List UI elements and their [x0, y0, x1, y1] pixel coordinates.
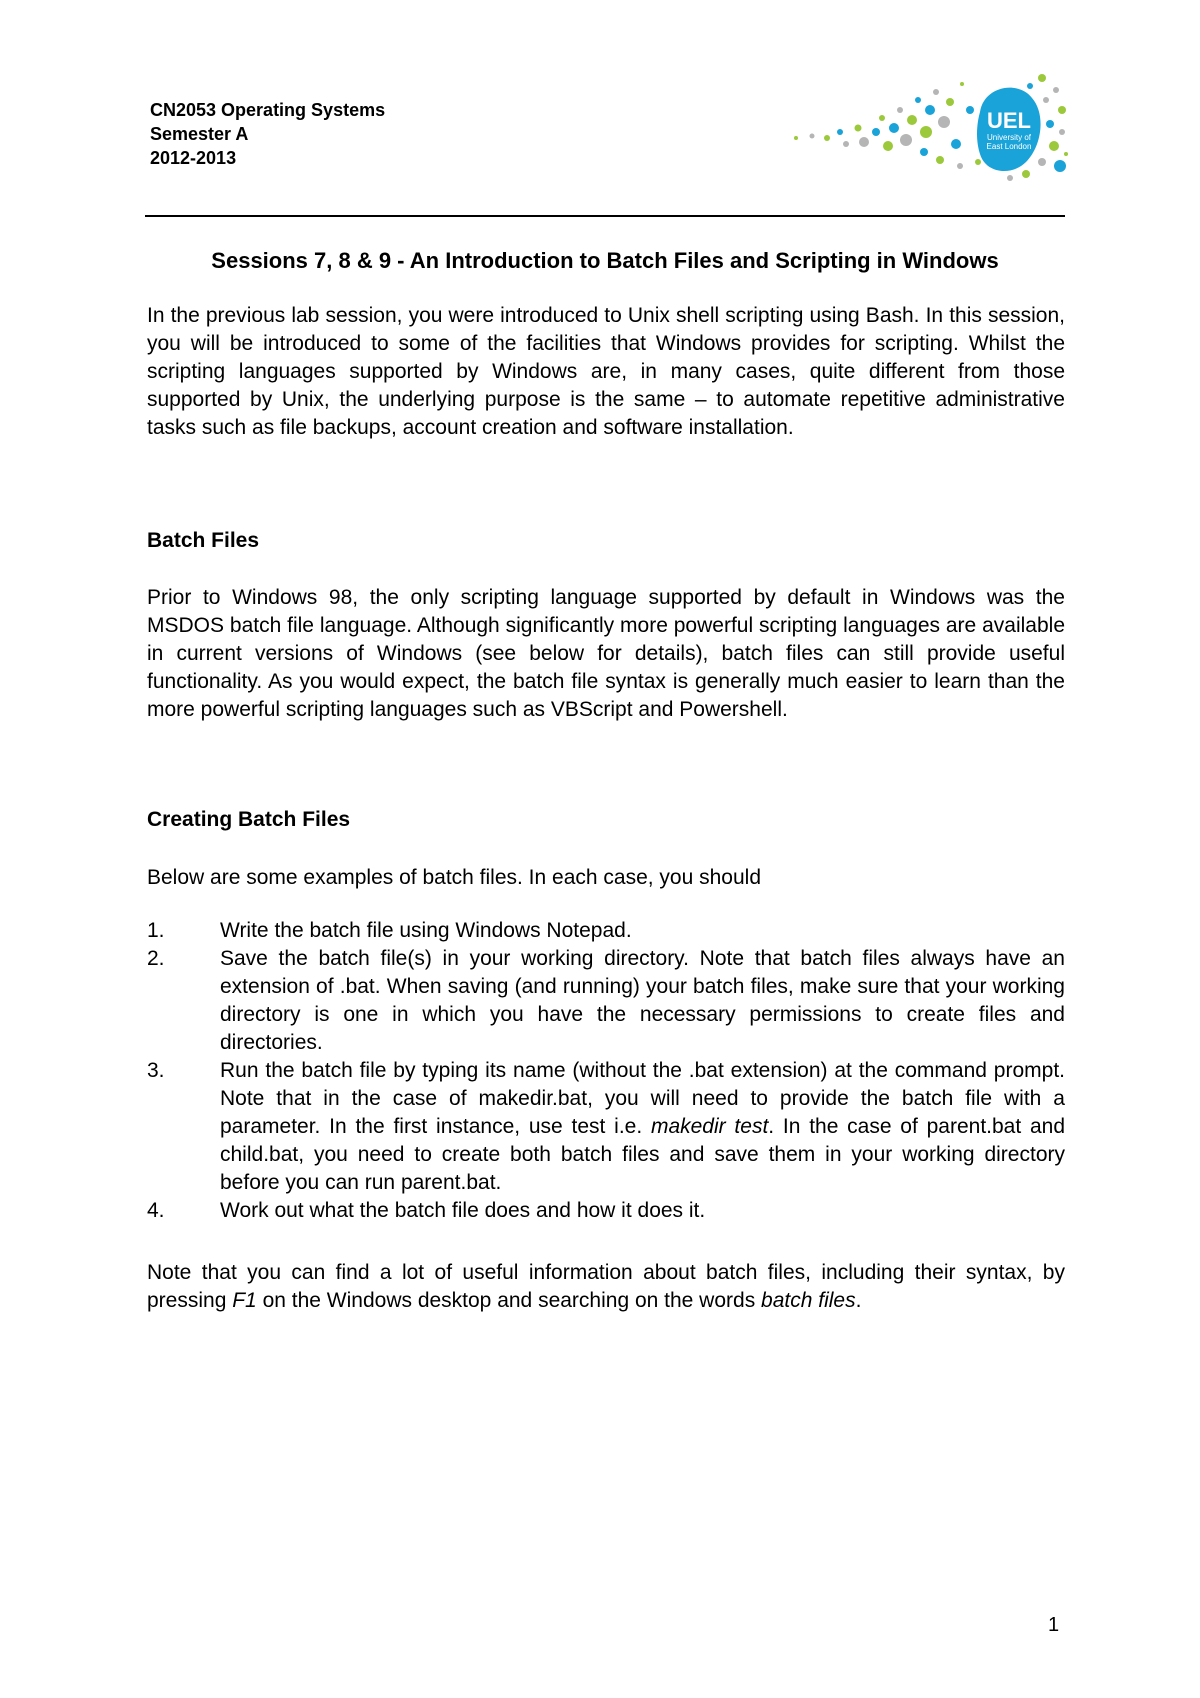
logo-subtitle-line1: University of: [986, 133, 1032, 142]
page-title: Sessions 7, 8 & 9 - An Introduction to Batch Files and Scripting in Windows: [211, 248, 999, 273]
list-item-number: 4.: [147, 1199, 165, 1222]
uel-logo: [780, 70, 1070, 185]
note-f1-key: F1: [232, 1289, 257, 1312]
logo-wordmark: UEL: [987, 108, 1031, 133]
list-item-text: Work out what the batch file does and how it does it.: [220, 1199, 706, 1222]
academic-year: 2012-2013: [150, 148, 237, 168]
intro-paragraph: In the previous lab session, you were introduced to Unix shell scripting using Bash. In this session, you will be introduced to some of the facilities that Windows provides for scripting. Whilst the scripting languages supported by Windows are, in many cases, quite different from those supported by Unix, the underlying purpose is the same – to automate repetitive administrative tasks such as file backups, account creation and software installation.: [147, 304, 1065, 439]
note-paragraph: [147, 1259, 1065, 1315]
note-part2: on the Windows desktop and searching on the words: [256, 1289, 762, 1312]
batch-files-paragraph: Prior to Windows 98, the only scripting language supported by default in Windows was the MSDOS batch file language. Although significantly more powerful scripting languages are available in current versions of Windows (see below for details), batch files can still provide useful functionality. As you would expect, the batch file syntax is generally much easier to learn than the more powerful scripting languages such as VBScript and Powershell.: [147, 586, 1065, 721]
semester: Semester A: [150, 124, 249, 144]
creating-batch-files-heading: Creating Batch Files: [147, 808, 351, 831]
list-item-text: Save the batch file(s) in your working directory. Note that batch files always have an extension of .bat. When saving (and running) your batch files, make sure that your working directory is one in which you have the necessary permissions to create files and directories.: [220, 947, 1065, 1054]
logo-subtitle-line2: East London: [986, 142, 1032, 151]
instructions-list: [147, 917, 1065, 1225]
item3-text-part1: Run the batch file by typing its name (without the .bat extension) at the command prompt. Note that in the case of makedir.bat, you will need to provide the batch file with a parameter. In the first instance, use test i.e.: [220, 1059, 1065, 1138]
list-item-number: 1.: [147, 919, 165, 942]
list-item-number: 2.: [147, 947, 165, 970]
note-search-terms: batch files: [761, 1289, 856, 1312]
list-item: [147, 1197, 1065, 1225]
header-divider: [145, 215, 1065, 217]
course-header: [150, 98, 385, 170]
page-number: 1: [1048, 1614, 1060, 1636]
list-item-text: [220, 1057, 1065, 1197]
note-part1: Note that you can find a lot of useful information about batch files, including their syntax, by pressing: [147, 1261, 1065, 1312]
batch-files-heading: Batch Files: [147, 529, 260, 552]
item3-emphasis: makedir test: [650, 1115, 769, 1138]
list-item: [147, 945, 1065, 1057]
creating-intro: Below are some examples of batch files. In each case, you should: [147, 866, 762, 889]
course-code: CN2053 Operating Systems: [150, 100, 386, 120]
list-item: [147, 917, 1065, 945]
list-item-number: 3.: [147, 1059, 165, 1082]
item3-text-part2: . In the case of parent.bat and child.bat, you need to create both batch files and save them in your working directory before you can run parent.bat.: [220, 1115, 1065, 1194]
note-part3: .: [855, 1289, 862, 1312]
list-item: [147, 1057, 1065, 1197]
list-item-text: Write the batch file using Windows Notepad.: [220, 919, 632, 942]
